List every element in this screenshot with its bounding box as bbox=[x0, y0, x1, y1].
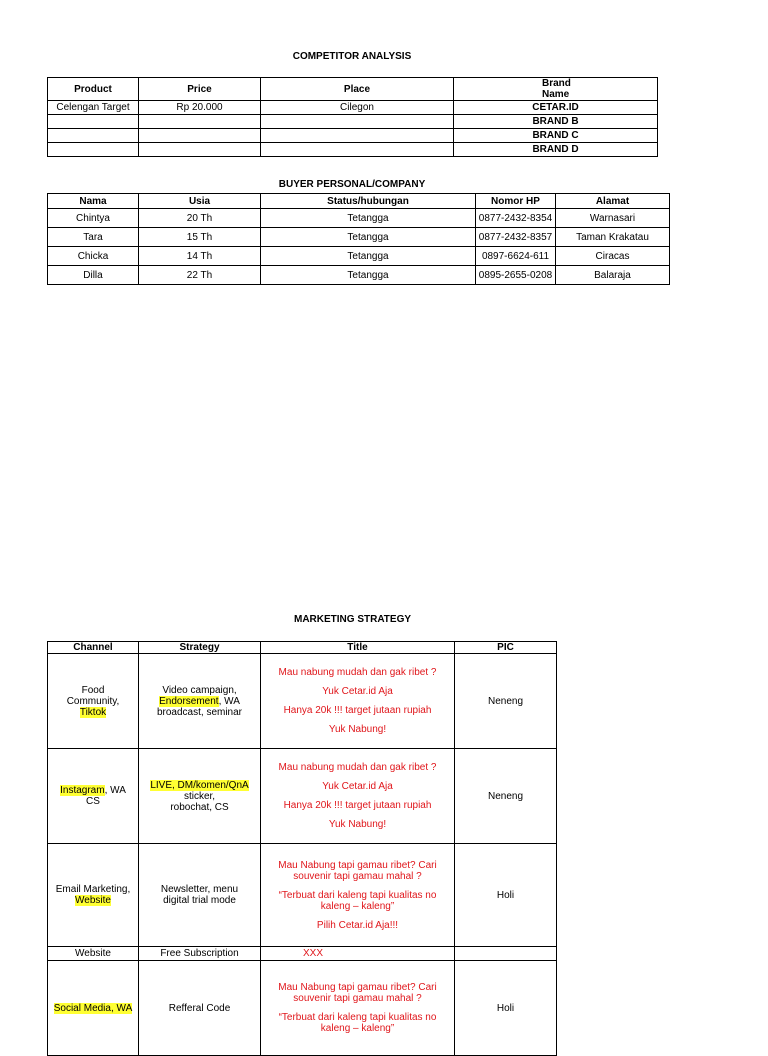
header-price: Price bbox=[139, 78, 261, 101]
marketing-table bbox=[47, 641, 557, 1056]
strategy-text: , WA bbox=[218, 695, 240, 707]
strategy-text: robochat, CS bbox=[170, 801, 229, 813]
channel-text: , WA bbox=[104, 785, 126, 796]
table-row bbox=[48, 247, 670, 266]
cell-brand: CETAR.ID bbox=[454, 101, 658, 115]
table-row bbox=[48, 115, 658, 129]
title-line: Yuk Nabung! bbox=[328, 819, 387, 830]
cell-nomor-hp: 0877-2432-8354 bbox=[476, 209, 556, 228]
cell-usia: 14 Th bbox=[139, 247, 261, 266]
strategy-highlight: Endorsement bbox=[159, 695, 219, 707]
cell-alamat: Warnasari bbox=[556, 209, 670, 228]
title-line: souvenir tapi gamau mahal ? bbox=[293, 993, 422, 1004]
cell-nama: Dilla bbox=[48, 266, 139, 285]
header-nama: Nama bbox=[48, 194, 139, 209]
title-line: Mau Nabung tapi gamau ribet? Cari bbox=[278, 982, 437, 993]
strategy-text: digital trial mode bbox=[163, 895, 236, 906]
title-line: Pilih Cetar.id Aja!!! bbox=[316, 919, 399, 931]
cell-pic: Holi bbox=[455, 844, 557, 947]
cell-strategy bbox=[139, 749, 261, 844]
cell-pic bbox=[455, 947, 557, 961]
cell-price bbox=[139, 115, 261, 129]
cell-pic: Neneng bbox=[455, 654, 557, 749]
strategy-text: Video campaign, bbox=[162, 684, 237, 696]
channel-highlight: Instagram bbox=[60, 785, 105, 796]
title-line: Hanya 20k !!! target jutaan rupiah bbox=[283, 800, 432, 811]
cell-nomor-hp: 0877-2432-8357 bbox=[476, 228, 556, 247]
cell-title bbox=[261, 961, 455, 1056]
cell-strategy: Refferal Code bbox=[139, 961, 261, 1056]
buyer-table bbox=[47, 193, 670, 285]
cell-place bbox=[261, 143, 454, 157]
cell-pic: Holi bbox=[455, 961, 557, 1056]
cell-usia: 22 Th bbox=[139, 266, 261, 285]
title-line: kaleng – kaleng” bbox=[320, 900, 395, 912]
channel-text: Email Marketing, bbox=[55, 884, 131, 895]
header-nomor-hp: Nomor HP bbox=[476, 194, 556, 209]
table-row bbox=[48, 947, 557, 961]
cell-alamat: Taman Krakatau bbox=[556, 228, 670, 247]
cell-usia: 15 Th bbox=[139, 228, 261, 247]
marketing-title: MARKETING STRATEGY bbox=[294, 614, 412, 625]
cell-product bbox=[48, 143, 139, 157]
cell-price bbox=[139, 129, 261, 143]
cell-place bbox=[261, 129, 454, 143]
header-brand-name: Brand Name bbox=[454, 78, 658, 101]
cell-product: Celengan Target bbox=[48, 101, 139, 115]
title-line: “Terbuat dari kaleng tapi kualitas no bbox=[278, 889, 437, 901]
cell-status: Tetangga bbox=[261, 266, 476, 285]
cell-brand: BRAND C bbox=[454, 129, 658, 143]
cell-status: Tetangga bbox=[261, 247, 476, 266]
header-alamat: Alamat bbox=[556, 194, 670, 209]
cell-status: Tetangga bbox=[261, 209, 476, 228]
title-line: “Terbuat dari kaleng tapi kualitas no bbox=[278, 1012, 437, 1023]
title-line: Mau nabung mudah dan gak ribet ? bbox=[278, 667, 437, 678]
cell-channel bbox=[48, 844, 139, 947]
title-line: Yuk Cetar.id Aja bbox=[322, 781, 393, 792]
table-row bbox=[48, 844, 557, 947]
cell-channel: Website bbox=[48, 947, 139, 961]
buyer-title: BUYER PERSONAL/COMPANY bbox=[278, 179, 426, 190]
title-line: Yuk Nabung! bbox=[328, 724, 387, 735]
cell-title bbox=[261, 749, 455, 844]
title-line: Hanya 20k !!! target jutaan rupiah bbox=[283, 705, 432, 716]
channel-text: CS bbox=[86, 796, 100, 807]
table-row bbox=[48, 961, 557, 1056]
channel-highlight: Website bbox=[75, 895, 111, 906]
table-row bbox=[48, 749, 557, 844]
cell-nomor-hp: 0895-2655-0208 bbox=[476, 266, 556, 285]
cell-brand: BRAND D bbox=[454, 143, 658, 157]
table-row bbox=[48, 129, 658, 143]
header-status: Status/hubungan bbox=[261, 194, 476, 209]
title-line: Mau nabung mudah dan gak ribet ? bbox=[278, 762, 437, 773]
cell-channel bbox=[48, 749, 139, 844]
header-place: Place bbox=[261, 78, 454, 101]
header-title: Title bbox=[261, 642, 455, 654]
cell-nama: Chintya bbox=[48, 209, 139, 228]
title-line: souvenir tapi gamau mahal ? bbox=[293, 870, 422, 882]
table-row bbox=[48, 228, 670, 247]
cell-alamat: Ciracas bbox=[556, 247, 670, 266]
cell-strategy: Free Subscription bbox=[139, 947, 261, 961]
header-usia: Usia bbox=[139, 194, 261, 209]
table-row bbox=[48, 143, 658, 157]
cell-title: XXX bbox=[261, 947, 455, 961]
cell-product bbox=[48, 115, 139, 129]
cell-strategy bbox=[139, 844, 261, 947]
cell-channel bbox=[48, 654, 139, 749]
title-line: Yuk Cetar.id Aja bbox=[322, 686, 393, 697]
header-pic: PIC bbox=[455, 642, 557, 654]
cell-usia: 20 Th bbox=[139, 209, 261, 228]
cell-place bbox=[261, 115, 454, 129]
cell-brand: BRAND B bbox=[454, 115, 658, 129]
title-line: kaleng – kaleng” bbox=[320, 1023, 395, 1034]
cell-title bbox=[261, 844, 455, 947]
cell-alamat: Balaraja bbox=[556, 266, 670, 285]
cell-strategy bbox=[139, 654, 261, 749]
strategy-text: Newsletter, menu bbox=[160, 884, 239, 895]
strategy-text: broadcast, seminar bbox=[156, 706, 243, 718]
table-row bbox=[48, 654, 557, 749]
cell-price: Rp 20.000 bbox=[139, 101, 261, 115]
table-row bbox=[48, 209, 670, 228]
strategy-highlight: LIVE, DM/komen/QnA bbox=[150, 779, 249, 791]
cell-price bbox=[139, 143, 261, 157]
cell-product bbox=[48, 129, 139, 143]
competitor-title: COMPETITOR ANALYSIS bbox=[292, 51, 412, 62]
channel-highlight: Social Media, WA bbox=[53, 1002, 133, 1014]
cell-pic: Neneng bbox=[455, 749, 557, 844]
strategy-text: sticker, bbox=[183, 790, 216, 802]
header-strategy: Strategy bbox=[139, 642, 261, 654]
cell-channel bbox=[48, 961, 139, 1056]
table-row bbox=[48, 101, 658, 115]
title-line: Mau Nabung tapi gamau ribet? Cari bbox=[278, 859, 437, 871]
header-channel: Channel bbox=[48, 642, 139, 654]
header-product: Product bbox=[48, 78, 139, 101]
cell-nomor-hp: 0897-6624-611 bbox=[476, 247, 556, 266]
competitor-table bbox=[47, 77, 658, 157]
cell-status: Tetangga bbox=[261, 228, 476, 247]
channel-highlight: Tiktok bbox=[79, 706, 107, 718]
channel-text: Community, bbox=[66, 695, 120, 707]
cell-nama: Chicka bbox=[48, 247, 139, 266]
cell-nama: Tara bbox=[48, 228, 139, 247]
cell-place: Cilegon bbox=[261, 101, 454, 115]
table-row bbox=[48, 266, 670, 285]
cell-title bbox=[261, 654, 455, 749]
channel-text: Food bbox=[81, 684, 105, 696]
